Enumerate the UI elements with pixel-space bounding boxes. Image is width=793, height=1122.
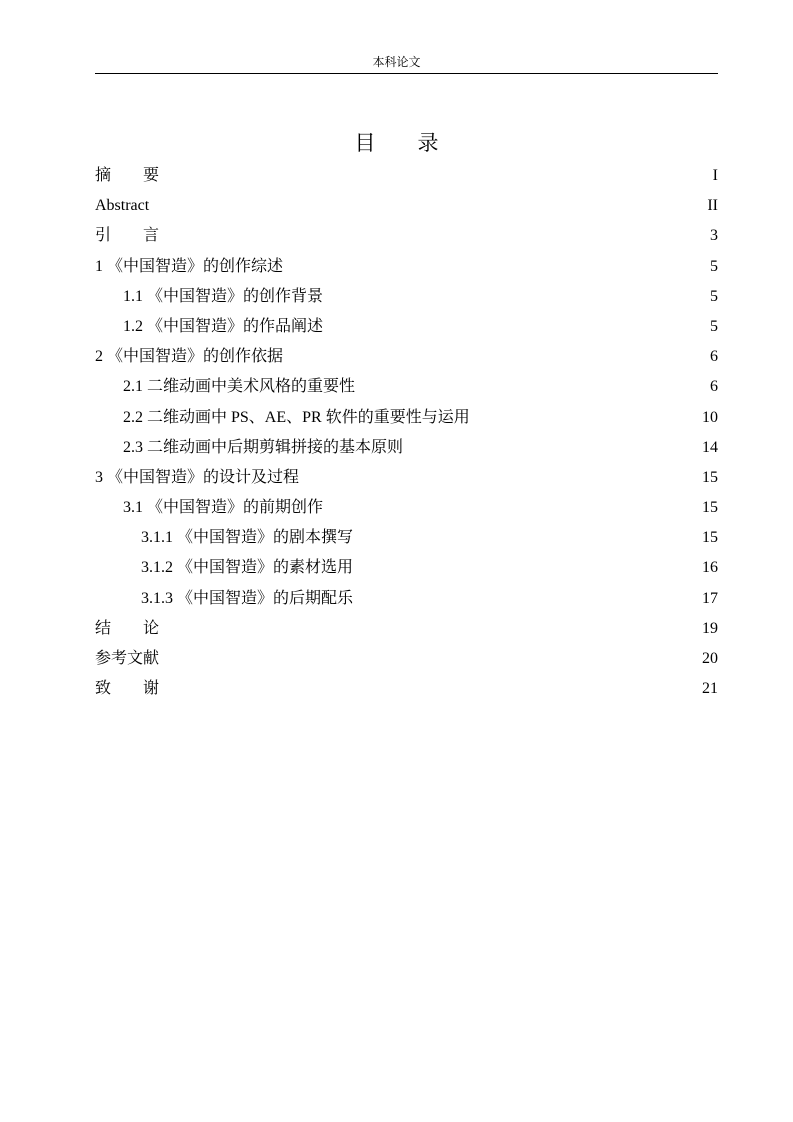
toc-entry-page: 6 <box>710 348 718 366</box>
header-rule <box>95 73 718 74</box>
toc-entry-page: 15 <box>702 529 718 547</box>
toc-entry-page: 5 <box>710 257 718 275</box>
toc-entry-label: 2.3 二维动画中后期剪辑拼接的基本原则 <box>123 438 404 456</box>
toc-entry-page: 10 <box>702 408 718 426</box>
toc-entry-section-3-1-3[interactable] <box>95 584 718 614</box>
page-header: 本科论文 <box>372 55 421 69</box>
toc-entry-section-1-2[interactable] <box>95 312 718 342</box>
toc-entry-label: Abstract <box>95 197 150 215</box>
toc-entry-section-3-1-2[interactable] <box>95 553 718 583</box>
toc-entry-label: 1.1 《中国智造》的创作背景 <box>123 287 324 305</box>
toc-entry-label: 3.1.3 《中国智造》的后期配乐 <box>141 589 354 607</box>
toc-entry-label: 致 谢 <box>95 680 160 698</box>
toc-entry-page: 6 <box>710 378 718 396</box>
toc-entry-page: 3 <box>710 227 718 245</box>
toc-entry-label: 引 言 <box>95 227 160 245</box>
toc-entry-conclusion[interactable] <box>95 614 718 644</box>
toc-entry-page: 17 <box>702 589 718 607</box>
toc-entry-section-1-1[interactable] <box>95 282 718 312</box>
toc-entry-references[interactable] <box>95 644 718 674</box>
toc-entry-label: 3.1 《中国智造》的前期创作 <box>123 499 324 517</box>
toc-entry-acknowledgements[interactable] <box>95 674 718 704</box>
toc-entry-abstract-cn[interactable] <box>95 161 718 191</box>
toc-entry-page: 20 <box>702 650 718 667</box>
toc-title-right: 录 <box>417 131 439 155</box>
toc-entry-label: 结 论 <box>95 619 160 637</box>
toc-entry-page: 21 <box>702 680 718 698</box>
table-of-contents <box>95 161 718 704</box>
toc-entry-page: 16 <box>702 559 718 577</box>
toc-entry-label: 摘 要 <box>95 167 160 184</box>
toc-entry-page: 5 <box>710 287 718 305</box>
toc-entry-section-2-1[interactable] <box>95 372 718 402</box>
toc-entry-label: 2.2 二维动画中 PS、AE、PR 软件的重要性与运用 <box>123 408 470 426</box>
toc-entry-chapter-2[interactable] <box>95 342 718 372</box>
toc-title-left: 目 <box>354 131 376 155</box>
toc-title <box>0 128 793 158</box>
toc-entry-label: 参考文献 <box>95 650 160 667</box>
toc-entry-page: II <box>707 197 718 215</box>
toc-entry-label: 2.1 二维动画中美术风格的重要性 <box>123 378 356 396</box>
toc-entry-chapter-3[interactable] <box>95 463 718 493</box>
toc-entry-page: 14 <box>702 438 718 456</box>
toc-entry-chapter-1[interactable] <box>95 252 718 282</box>
toc-entry-label: 2 《中国智造》的创作依据 <box>95 348 284 366</box>
toc-entry-label: 3 《中国智造》的设计及过程 <box>95 468 300 486</box>
toc-entry-label: 1.2 《中国智造》的作品阐述 <box>123 317 324 335</box>
toc-entry-page: 15 <box>702 499 718 517</box>
toc-entry-page: 19 <box>702 619 718 637</box>
toc-entry-section-2-3[interactable] <box>95 433 718 463</box>
toc-entry-page: I <box>712 167 718 184</box>
toc-entry-section-3-1-1[interactable] <box>95 523 718 553</box>
toc-entry-introduction[interactable] <box>95 221 718 251</box>
toc-entry-section-2-2[interactable] <box>95 403 718 433</box>
toc-entry-abstract-en[interactable] <box>95 191 718 221</box>
toc-entry-page: 5 <box>710 317 718 335</box>
toc-entry-page: 15 <box>702 468 718 486</box>
toc-entry-label: 3.1.1 《中国智造》的剧本撰写 <box>141 529 354 547</box>
toc-entry-section-3-1[interactable] <box>95 493 718 523</box>
toc-entry-label: 3.1.2 《中国智造》的素材选用 <box>141 559 354 577</box>
toc-entry-label: 1 《中国智造》的创作综述 <box>95 257 284 275</box>
